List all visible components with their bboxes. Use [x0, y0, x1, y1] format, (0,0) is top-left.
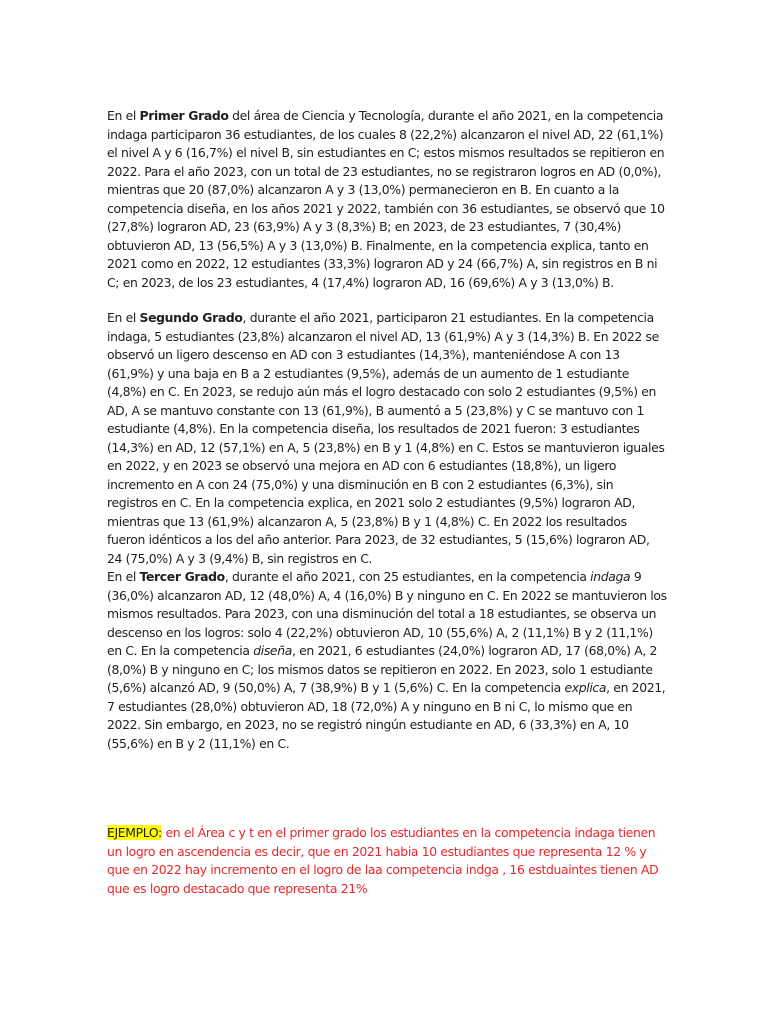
example-paragraph: [107, 824, 667, 898]
paragraph-segundo-grado: [107, 309, 667, 568]
paragraph-text: , durante el año 2021, participaron 21 estudiantes. En la competencia indaga, 5 estudiantes (23,8%) alcanzaron el nivel AD, 13 (61,9%) A y 3 (14,3%) B. En 2022 se observó un ligero descenso en AD con 3 estudiantes (14,3%), manteniéndose A con 13 (61,9%) y una baja en B a 2 estudiantes (9,5%), además de un aumento de 1 estudiante (4,8%) en C. En 2023, se redujo aún más el logro destacado con solo 2 estudiantes (9,5%) en AD, A se mantuvo constante con 13 (61,9%), B aumentó a 5 (23,8%) y C se mantuvo con 1 estudiante (4,8%). En la competencia diseña, los resultados de 2021 fueron: 3 estudiantes (14,3%) en AD, 12 (57,1%) en A, 5 (23,8%) en B y 1 (4,8%) en C. Estos se mantuvieron iguales en 2022, y en 2023 se observó una mejora en AD con 6 estudiantes (18,8%), un ligero incremento en A con 24 (75,0%) y una disminución en B con 2 estudiantes (6,3%), sin registros en C. En la competencia explica, en 2021 solo 2 estudiantes (9,5%) lograron AD, mientras que 13 (61,9%) alcanzaron A, 5 (23,8%) B y 1 (4,8%) C. En 2022 los resultados fueron idénticos a los del año anterior. Para 2023, de 32 estudiantes, 5 (15,6%) lograron AD, 24 (75,0%) A y 3 (9,4%) B, sin registros en C.: [107, 310, 665, 566]
competence-name: indaga: [590, 569, 631, 584]
paragraph-text: , durante el año 2021, con 25 estudiantes, en la competencia: [224, 569, 591, 584]
example-label: EJEMPLO:: [107, 825, 162, 840]
example-text: en el Área c y t en el primer grado los estudiantes en la competencia indaga tienen un logro en ascendencia es decir, que en 2021 habia 10 estudiantes que representa 12 % y que en 2022 hay incremento en el logro de laa competencia indga , 16 estduaintes tienen AD que es logro destacado que representa 21%: [107, 825, 659, 896]
paragraph-text: del área de Ciencia y Tecnología, durante el año 2021, en la competencia indaga participaron 36 estudiantes, de los cuales 8 (22,2%) alcanzaron el nivel AD, 22 (61,1%) el nivel A y 6 (16,7%) el nivel B, sin estudiantes en C; estos mismos resultados se repitieron en 2022. Para el año 2023, con un total de 23 estudiantes, no se registraron logros en AD (0,0%), mientras que 20 (87,0%) alcanzaron A y 3 (13,0%) permanecieron en B. En cuanto a la competencia diseña, en los años 2021 y 2022, también con 36 estudiantes, se observó que 10 (27,8%) lograron AD, 23 (63,9%) A y 3 (8,3%) B; en 2023, de 23 estudiantes, 7 (30,4%) obtuvieron AD, 13 (56,5%) A y 3 (13,0%) B. Finalmente, en la competencia explica, tanto en 2021 como en 2022, 12 estudiantes (33,3%) lograron AD y 24 (66,7%) A, sin registros en B ni C; en 2023, de los 23 estudiantes, 4 (17,4%) lograron AD, 16 (69,6%) A y 3 (13,0%) B.: [107, 108, 665, 290]
paragraph-prefix: En el: [107, 569, 140, 584]
paragraph-text: , en 2021, 7 estudiantes (28,0%) obtuvieron AD, 18 (72,0%) A y ninguno en B ni C, lo mismo que en 2022. Sin embargo, en 2023, no se registró ningún estudiante en AD, 6 (33,3%) en A, 10 (55,6%) en B y 2 (11,1%) en C.: [107, 680, 666, 751]
paragraph-text: , en 2021, 6 estudiantes (24,0%) lograron AD, 17 (68,0%) A, 2 (8,0%) B y ninguno en C; los mismos datos se repitieron en 2022. En 2023, solo 1 estudiante (5,6%) alcanzó AD, 9 (50,0%) A, 7 (38,9%) B y 1 (5,6%) C. En la competencia: [107, 643, 658, 695]
grade-label: Tercer Grado: [139, 569, 225, 584]
competence-name: diseña: [253, 643, 292, 658]
competence-name: explica: [564, 680, 607, 695]
paragraph-tercer-grado: [107, 568, 667, 753]
paragraph-prefix: En el: [107, 108, 140, 123]
grade-label: Segundo Grado: [139, 310, 243, 325]
paragraph-text: 9 (36,0%) alcanzaron AD, 12 (48,0%) A, 4 (16,0%) B y ninguno en C. En 2022 se mantuvieron los mismos resultados. Para 2023, con una disminución del total a 18 estudiantes, se observa un descenso en los logros: solo 4 (22,2%) obtuvieron AD, 10 (55,6%) A, 2 (11,1%) B y 2 (11,1%) en C. En la competencia: [107, 569, 667, 658]
paragraph-primer-grado: [107, 107, 667, 292]
paragraph-prefix: En el: [107, 310, 140, 325]
grade-label: Primer Grado: [139, 108, 229, 123]
